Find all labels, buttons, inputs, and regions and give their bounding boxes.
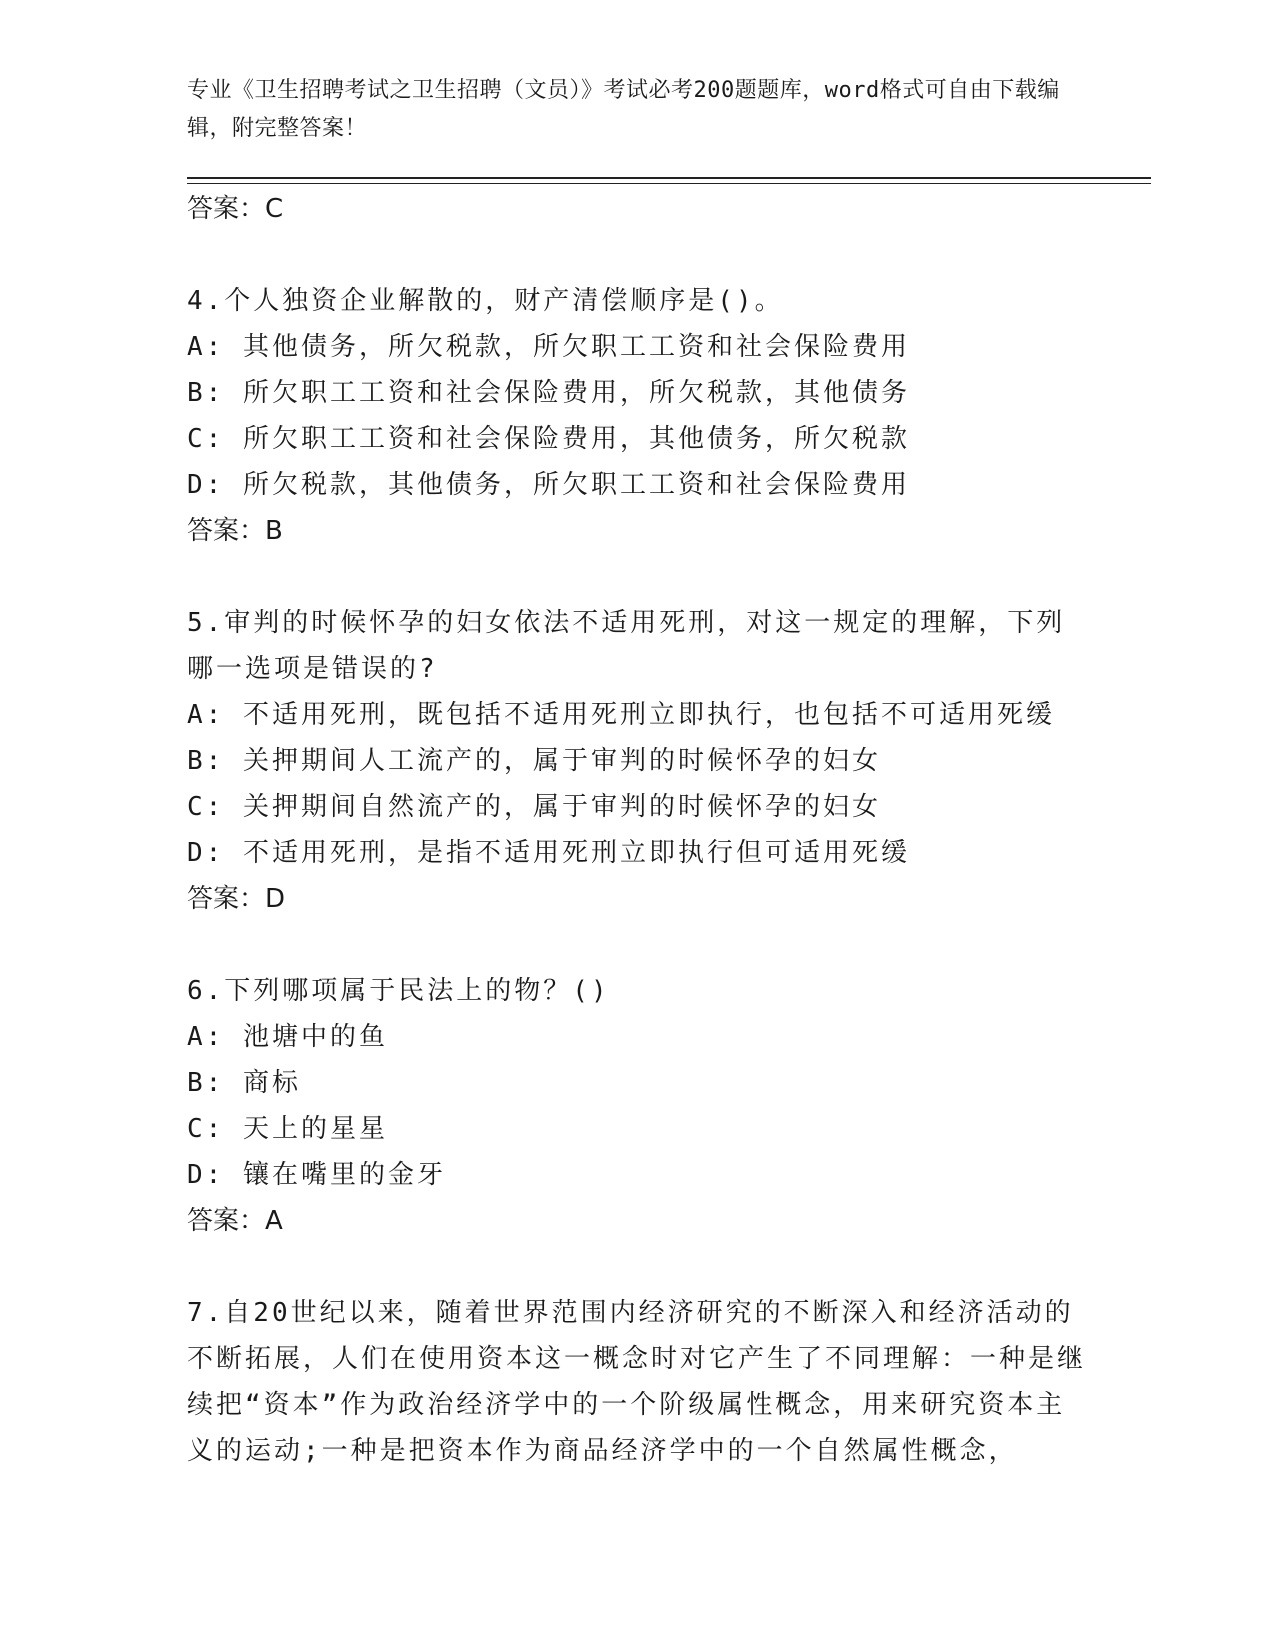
question-text: 4.个人独资企业解散的，财产清偿顺序是()。 [187, 286, 784, 316]
document-header: 专业《卫生招聘考试之卫生招聘（文员）》考试必考200题题库，word格式可自由下载编辑，附完整答案！ [187, 78, 1060, 141]
answer-label: 答案：C [187, 194, 284, 224]
question-text: 5.审判的时候怀孕的妇女依法不适用死刑，对这一规定的理解，下列哪一选项是错误的? [187, 608, 1066, 684]
question-block [187, 968, 1087, 1244]
answer-label: 答案：B [187, 516, 283, 546]
answer-label: 答案：A [187, 1206, 283, 1236]
option-c: C: 所欠职工工资和社会保险费用，其他债务，所欠税款 [187, 424, 910, 454]
question-block [187, 1290, 1087, 1474]
document-body [187, 186, 1087, 1474]
header-divider-thin [187, 183, 1151, 184]
option-b: B: 所欠职工工资和社会保险费用，所欠税款，其他债务 [187, 378, 910, 408]
question-block [187, 600, 1087, 922]
question-text: 6.下列哪项属于民法上的物？() [187, 976, 610, 1006]
option-c: C: 关押期间自然流产的，属于审判的时候怀孕的妇女 [187, 792, 881, 822]
option-a: A: 池塘中的鱼 [187, 1022, 388, 1052]
question-block [187, 278, 1087, 554]
header-divider-thick [187, 177, 1151, 179]
option-d: D: 不适用死刑，是指不适用死刑立即执行但可适用死缓 [187, 838, 910, 868]
option-d: D: 所欠税款，其他债务，所欠职工工资和社会保险费用 [187, 470, 910, 500]
question-text: 7.自20世纪以来，随着世界范围内经济研究的不断深入和经济活动的不断拓展，人们在使用资本这一概念时对它产生了不同理解：一种是继续把“资本”作为政治经济学中的一个阶级属性概念，用来研究资本主义的运动;一种是把资本作为商品经济学中的一个自然属性概念， [187, 1298, 1087, 1466]
option-a: A: 不适用死刑，既包括不适用死刑立即执行，也包括不可适用死缓 [187, 700, 1055, 730]
option-a: A: 其他债务，所欠税款，所欠职工工资和社会保险费用 [187, 332, 910, 362]
option-b: B: 关押期间人工流产的，属于审判的时候怀孕的妇女 [187, 746, 881, 776]
answer-label: 答案：D [187, 884, 286, 914]
option-b: B: 商标 [187, 1068, 301, 1098]
option-d: D: 镶在嘴里的金牙 [187, 1160, 446, 1190]
option-c: C: 天上的星星 [187, 1114, 388, 1144]
